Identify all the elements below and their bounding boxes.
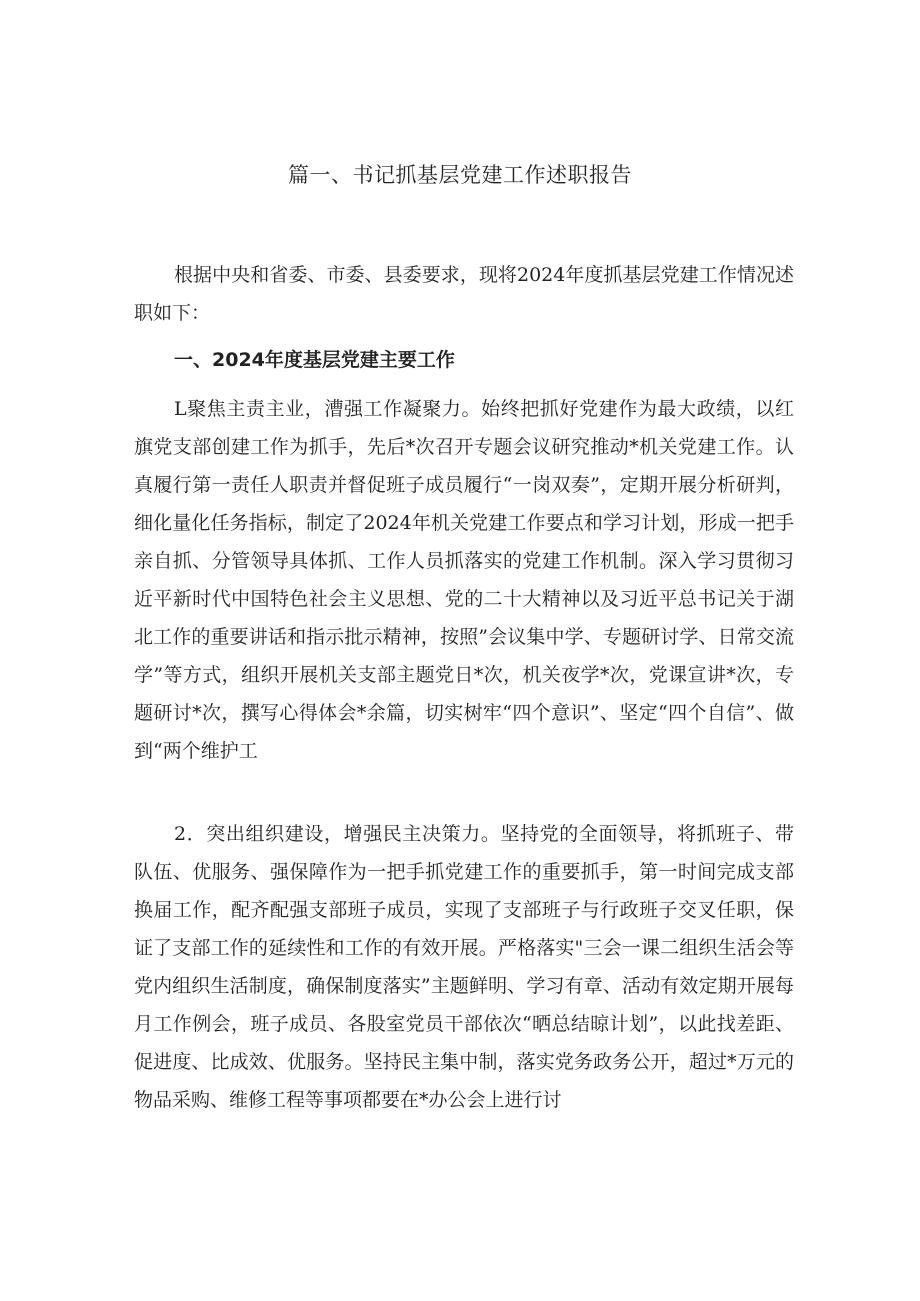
section-heading: 一、2024年度基层党建主要工作 (174, 349, 455, 371)
paragraph-2: 2．突出组织建设，增强民主决策力。坚持党的全面领导，将抓班子、带队伍、优服务、强保障作为一把手抓党建工作的重要抓手，第一时间完成支部换届工作，配齐配强支部班子成员，实现了支部班子与行政班子交叉任职，保证了支部工作的延续性和工作的有效开展。严格落实"三会一课二组织生活会等党内组织生活制度，确保制度落实”主题鲜明、学习有章、活动有效定期开展每月工作例会，班子成员、各股室党员干部依次“晒总结晾计划”，以此找差距、促进度、比成效、优服务。坚持民主集中制，落实党务政务公开，超过*万元的物品采购、维修工程等事项都要在*办公会上进行讨 (134, 823, 794, 1111)
paragraph-1: L聚焦主责主业，漕强工作凝聚力。始终把抓好党建作为最大政绩，以红旗党支部创建工作为抓手，先后*次召开专题会议研究推动*机关党建工作。认真履行第一责任人职责并督促班子成员履行“一岗双奏”，定期开展分析研判，细化量化任务指标，制定了2024年机关党建工作要点和学习计划，形成一把手亲自抓、分管领导具体抓、工作人员抓落实的党建工作机制。深入学习贯彻习近平新时代中国特色社会主义思想、党的二十大精神以及习近平总书记关于湖北工作的重要讲话和指示批示精神，按照”会议集中学、专题研讨学、日常交流学”等方式，组织开展机关支部主题党日*次，机关夜学*次，党课宣讲*次，专题研讨*次，撰写心得体会*余篇，切实树牢“四个意识”、坚定“四个自信”、做到“两个维护工 (134, 398, 794, 762)
document-title: 篇一、书记抓基层党建工作述职报告 (288, 163, 632, 187)
intro-paragraph: 根据中央和省委、市委、县委要求，现将2024年度抓基层党建工作情况述职如下： (134, 264, 794, 324)
